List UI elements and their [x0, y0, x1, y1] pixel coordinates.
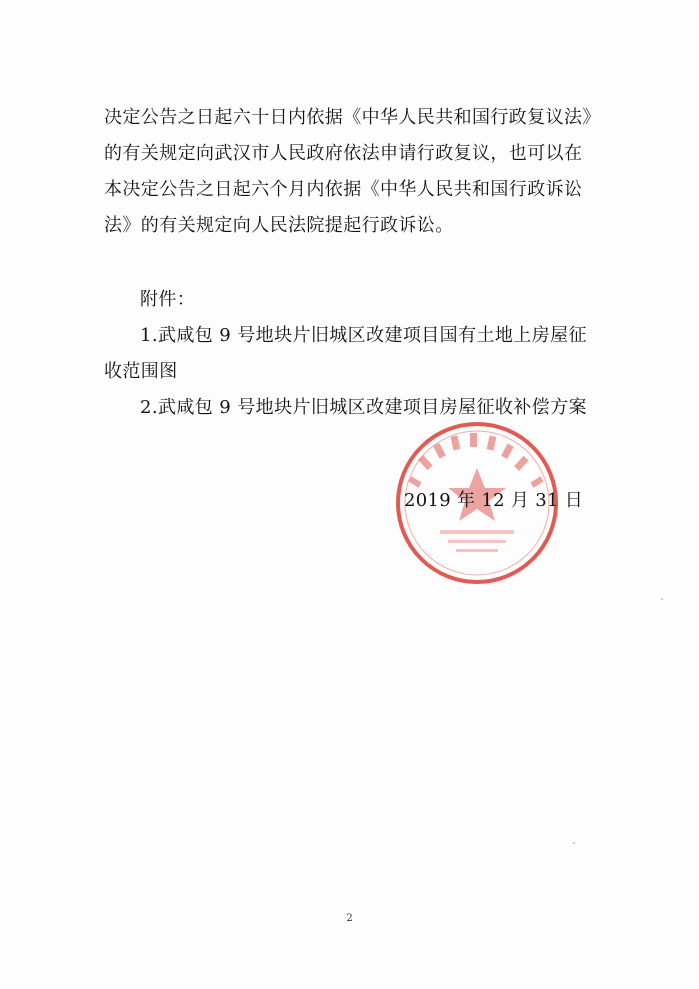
attachment-item-1-line-2: 收范围图: [104, 361, 178, 382]
body-paragraph: [104, 100, 604, 244]
signature-date: 2019 年 12 月 31 日: [404, 490, 584, 511]
scan-speck: [661, 598, 663, 600]
page-number: 2: [346, 913, 353, 924]
paragraph-line-4: 法》的有关规定向人民法院提起行政诉讼。: [104, 215, 454, 236]
paragraph-line-1: 决定公告之日起六十日内依据《中华人民共和国行政复议法》: [104, 107, 601, 128]
attachments-section: [104, 282, 604, 426]
scan-speck: [573, 842, 575, 844]
paragraph-line-2: 的有关规定向武汉市人民政府依法申请行政复议，也可以在: [104, 143, 583, 164]
paragraph-line-3: 本决定公告之日起六个月内依据《中华人民共和国行政诉讼: [104, 179, 583, 200]
attachment-item-2: 2.武咸包 9 号地块片旧城区改建项目房屋征收补偿方案: [140, 397, 587, 418]
attachment-item-1-line-1: 1.武咸包 9 号地块片旧城区改建项目国有土地上房屋征: [140, 325, 587, 346]
attachments-heading: 附件：: [140, 289, 196, 310]
